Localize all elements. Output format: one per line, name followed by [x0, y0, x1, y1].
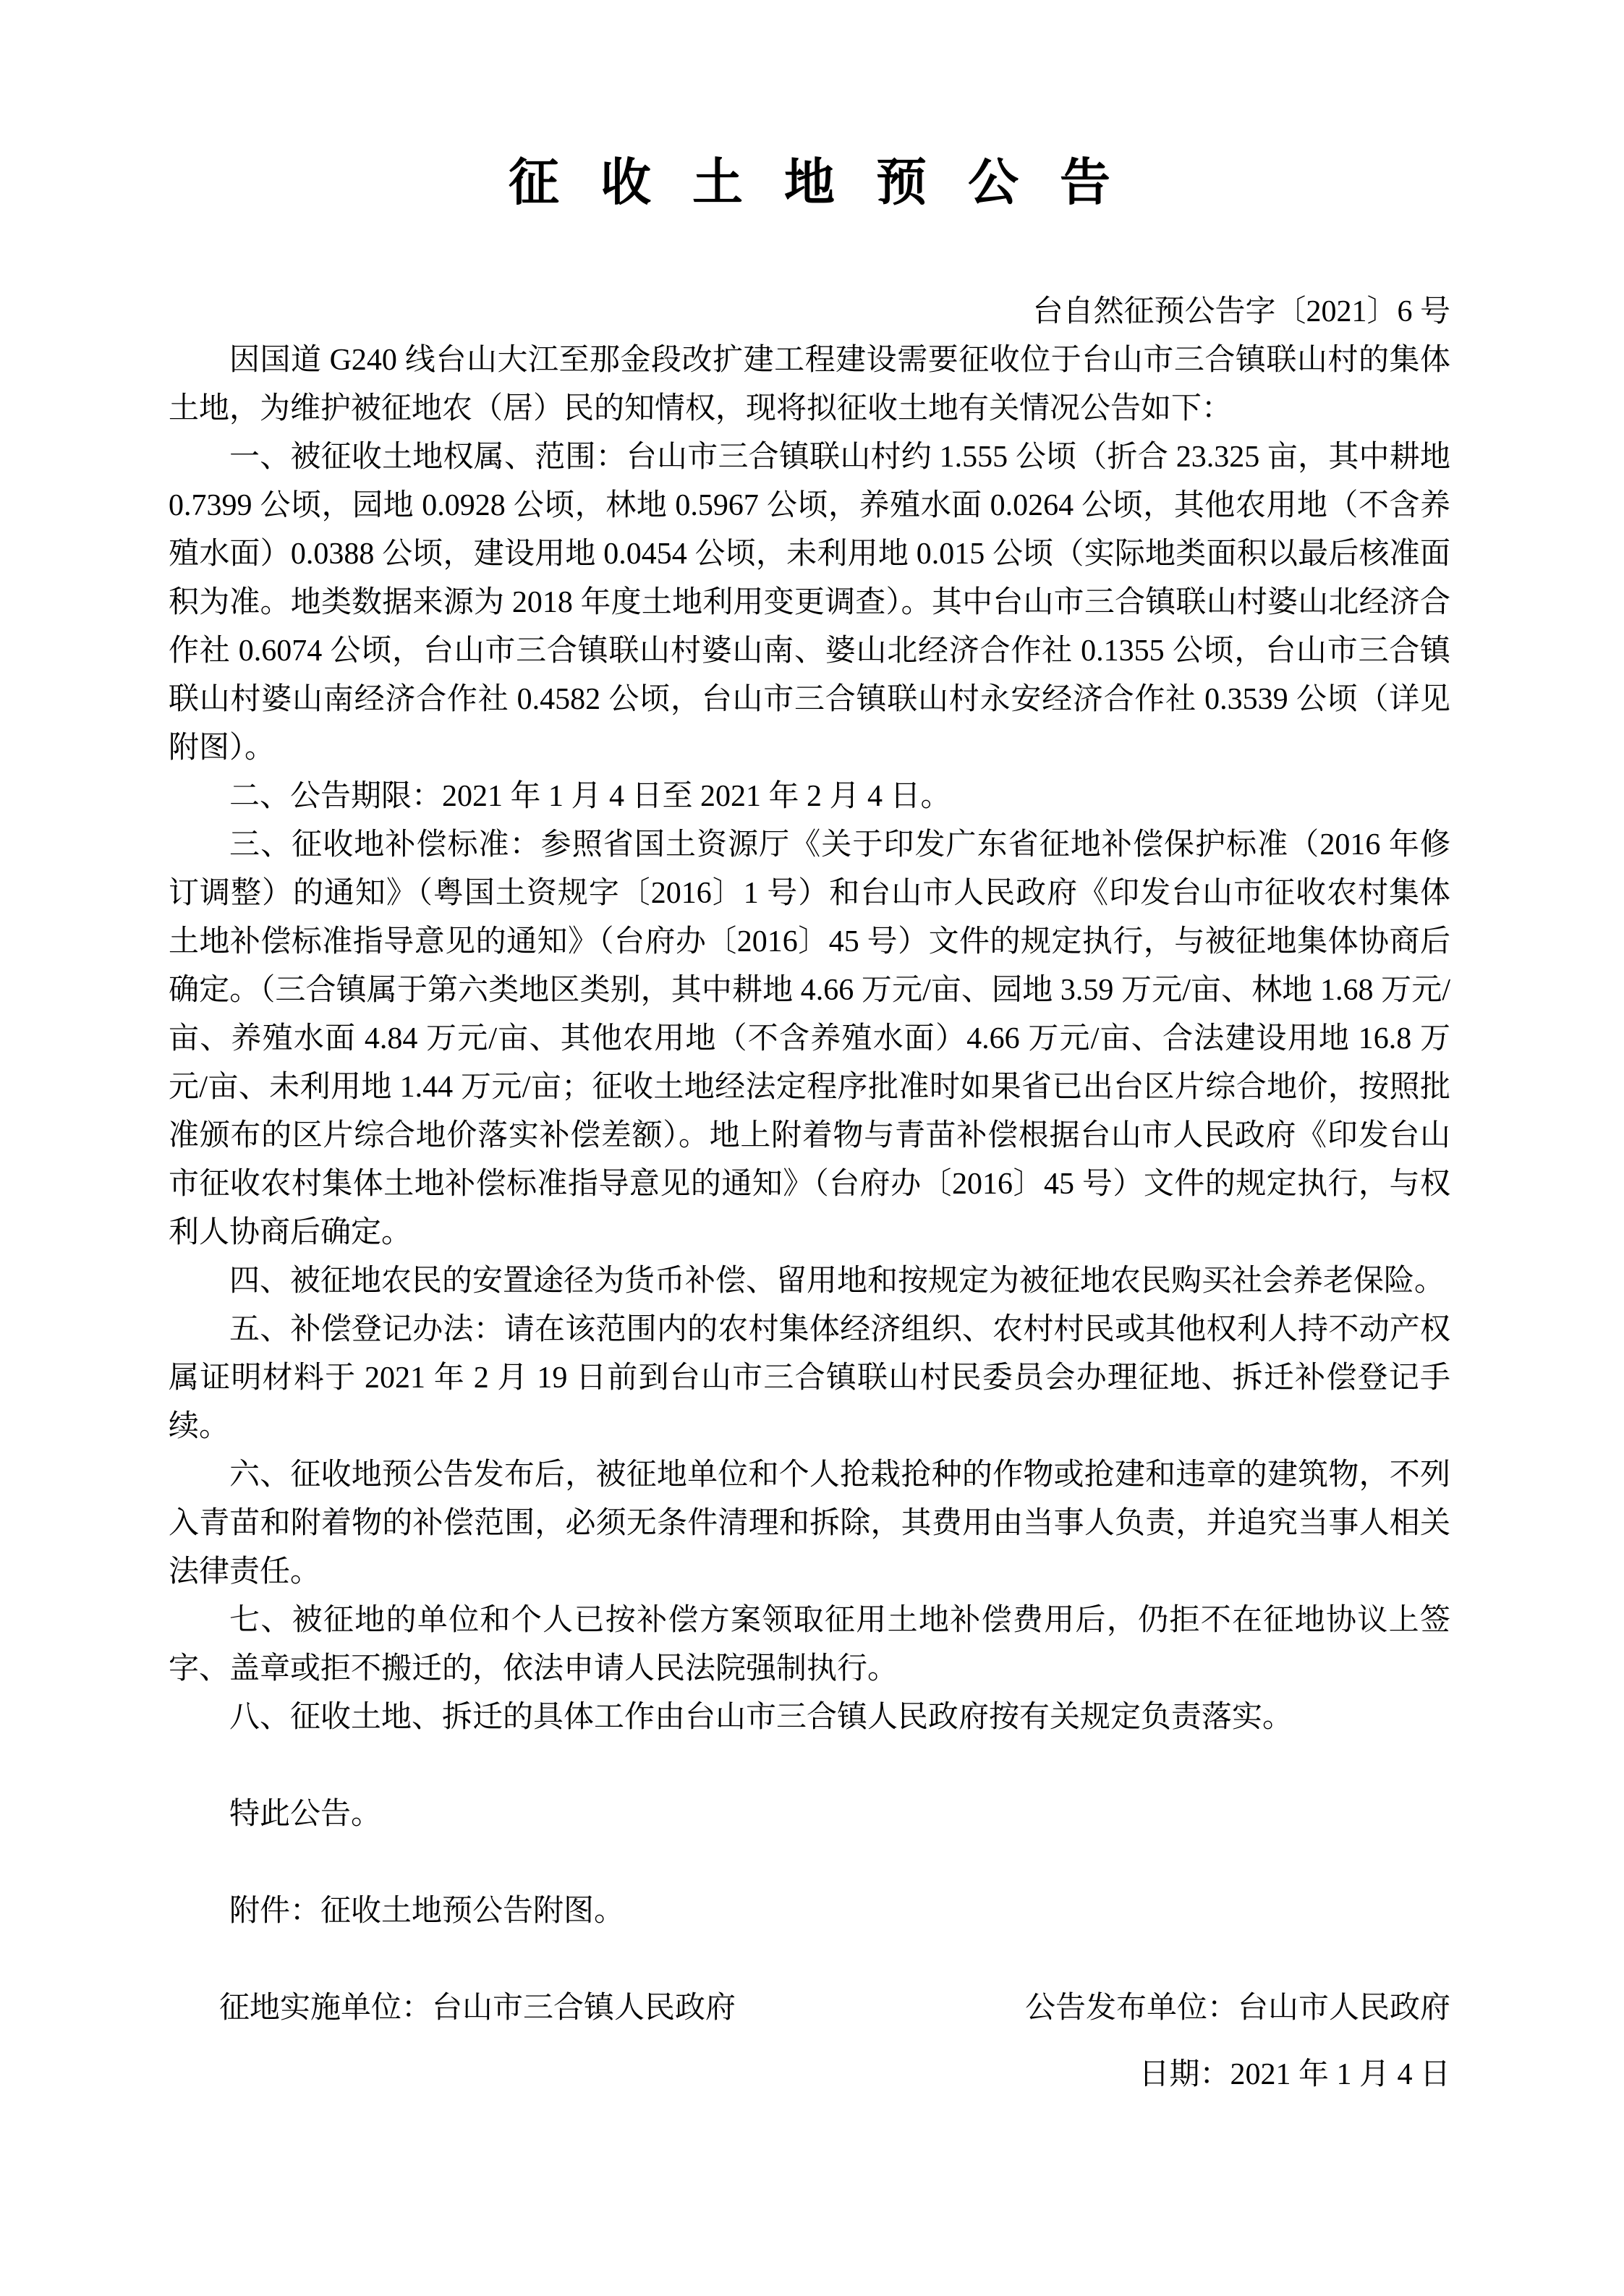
clause-3-compensation-standard: 三、征收地补偿标准：参照省国土资源厅《关于印发广东省征地补偿保护标准（2016 年修订调整）的通知》（粤国土资规字〔2016〕1 号）和台山市人民政府《印发台山市征收农村集体土地补偿标准指导意见的通知》（台府办〔2016〕45 号）文件的规定执行，与被征地集体协商后确定。（三合镇属于第六类地区类别，其中耕地 4.66 万元/亩、园地 3.59 万元/亩、林地 1.68 万元/亩、养殖水面 4.84 万元/亩、其他农用地（不含养殖水面）4.66 万元/亩、合法建设用地 16.8 万元/亩、未利用地 1.44 万元/亩；征收土地经法定程序批准时如果省已出台区片综合地价，按照批准颁布的区片综合地价落实补偿差额）。地上附着物与青苗补偿根据台山市人民政府《印发台山市征收农村集体土地补偿标准指导意见的通知》（台府办〔2016〕45 号）文件的规定执行，与权利人协商后确定。 [169, 828, 1450, 1249]
document-number: 台自然征预公告字〔2021〕6 号 [1032, 295, 1450, 328]
paragraph-intro: 因国道 G240 线台山大江至那金段改扩建工程建设需要征收位于台山市三合镇联山村的集体土地，为维护被征地农（居）民的知情权，现将拟征收土地有关情况公告如下： [169, 344, 1450, 425]
closing-statement: 特此公告。 [229, 1798, 382, 1831]
document-title: 征收土地预公告 [509, 156, 1152, 211]
clause-4-resettlement: 四、被征地农民的安置途径为货币补偿、留用地和按规定为被征地农民购买社会养老保险。 [229, 1264, 1445, 1298]
attachment-note: 附件：征收土地预公告附图。 [229, 1895, 625, 1928]
clause-5-registration: 五、补偿登记办法：请在该范围内的农村集体经济组织、农村村民或其他权利人持不动产权属证明材料于 2021 年 2 月 19 日前到台山市三合镇联山村民委员会办理征地、拆迁补偿登记手续。 [169, 1313, 1450, 1443]
clause-8-implementation: 八、征收土地、拆迁的具体工作由台山市三合镇人民政府按有关规定负责落实。 [229, 1701, 1293, 1734]
clause-6-prohibition: 六、征收地预公告发布后，被征地单位和个人抢栽抢种的作物或抢建和违章的建筑物，不列入青苗和附着物的补偿范围，必须无条件清理和拆除，其费用由当事人负责，并追究当事人相关法律责任。 [169, 1458, 1450, 1589]
implementing-unit: 征地实施单位：台山市三合镇人民政府 [219, 1991, 736, 2025]
clause-2-period: 二、公告期限：2021 年 1 月 4 日至 2021 年 2 月 4 日。 [229, 780, 951, 813]
footer-units-row [169, 1984, 1450, 2033]
issue-date: 日期：2021 年 1 月 4 日 [1139, 2058, 1450, 2091]
clause-7-enforcement: 七、被征地的单位和个人已按补偿方案领取征用土地补偿费用后，仍拒不在征地协议上签字、盖章或拒不搬迁的，依法申请人民法院强制执行。 [169, 1604, 1450, 1685]
clause-1-scope: 一、被征收土地权属、范围：台山市三合镇联山村约 1.555 公顷（折合 23.325 亩，其中耕地 0.7399 公顷，园地 0.0928 公顷，林地 0.5967 公顷，养殖水面 0.0264 公顷，其他农用地（不含养殖水面）0.0388 公顷，建设用地 0.0454 公顷，未利用地 0.015 公顷（实际地类面积以最后核准面积为准。地类数据来源为 2018 年度土地利用变更调查）。其中台山市三合镇联山村婆山北经济合作社 0.6074 公顷，台山市三合镇联山村婆山南、婆山北经济合作社 0.1355 公顷，台山市三合镇联山村婆山南经济合作社 0.4582 公顷，台山市三合镇联山村永安经济合作社 0.3539 公顷（详见附图）。 [169, 441, 1450, 765]
document-content [169, 0, 1450, 2099]
issuing-unit: 公告发布单位：台山市人民政府 [1024, 1991, 1450, 2025]
